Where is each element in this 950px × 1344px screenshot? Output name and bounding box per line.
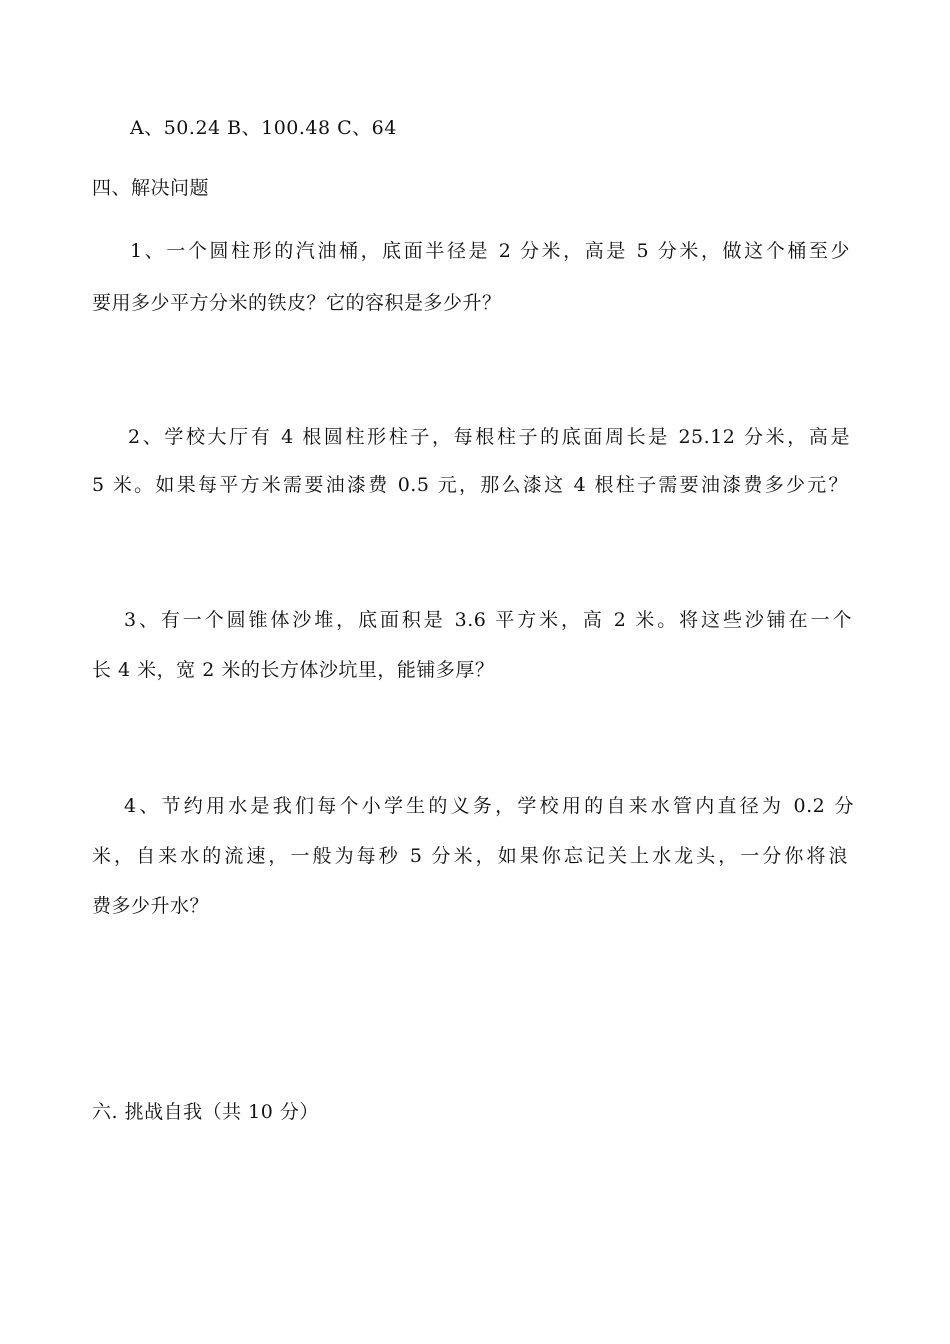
section-four-heading: 四、解决问题 bbox=[92, 177, 210, 199]
question-4-line-1: 4、节约用水是我们每个小学生的义务，学校用的自来水管内直径为 0.2 分 bbox=[124, 795, 854, 817]
question-3-line-2: 长 4 米，宽 2 米的长方体沙坑里，能铺多厚？ bbox=[92, 659, 495, 681]
question-3-line-1: 3、有一个圆锥体沙堆，底面积是 3.6 平方米，高 2 米。将这些沙铺在一个 bbox=[124, 609, 852, 631]
question-1-line-2: 要用多少平方分米的铁皮？它的容积是多少升？ bbox=[92, 292, 502, 314]
question-2-line-2: 5 米。如果每平方米需要油漆费 0.5 元，那么漆这 4 根柱子需要油漆费多少元？ bbox=[92, 474, 848, 496]
question-4-line-2: 米，自来水的流速，一般为每秒 5 分米，如果你忘记关上水龙头，一分你将浪 bbox=[92, 845, 848, 867]
question-4-line-3: 费多少升水？ bbox=[92, 895, 210, 917]
question-1-line-1: 1、一个圆柱形的汽油桶，底面半径是 2 分米，高是 5 分米，做这个桶至少 bbox=[130, 240, 850, 262]
question-2-line-1: 2、学校大厅有 4 根圆柱形柱子，每根柱子的底面周长是 25.12 分米，高是 bbox=[128, 426, 850, 448]
answer-options: A、50.24 B、100.48 C、64 bbox=[130, 117, 397, 139]
section-six-heading: 六. 挑战自我（共 10 分） bbox=[92, 1101, 319, 1123]
